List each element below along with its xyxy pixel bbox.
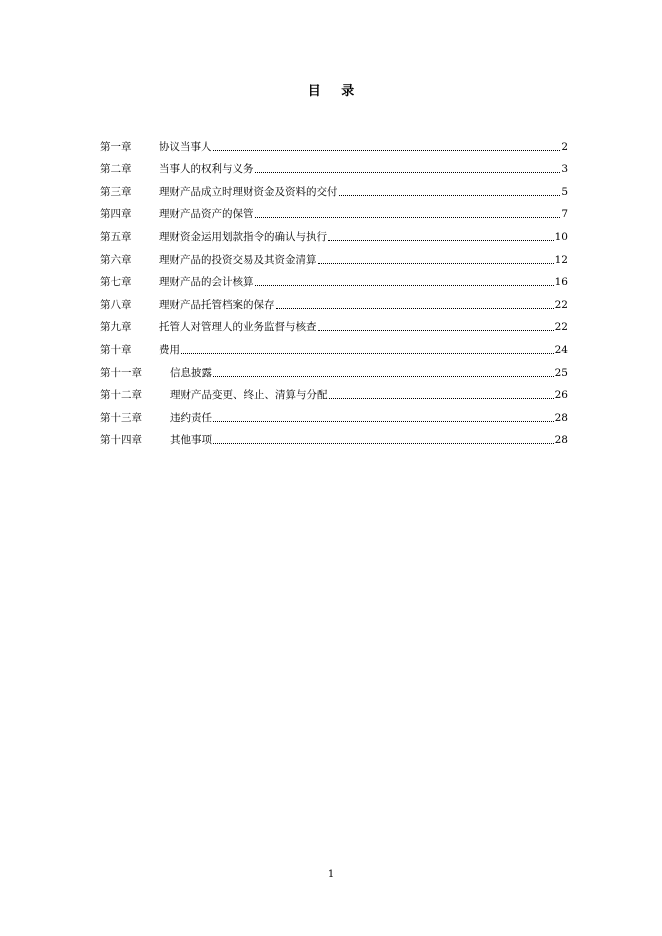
toc-entry[interactable]: [100, 357, 568, 380]
toc-entry[interactable]: [100, 199, 568, 222]
toc-title: 目 录: [307, 84, 363, 99]
toc-page-number: 16: [554, 276, 568, 289]
toc-chapter-label: 第一章: [100, 140, 132, 153]
toc-page-number: 26: [554, 389, 568, 402]
toc-entry[interactable]: [100, 176, 568, 199]
toc-entry-title: 理财产品资产的保管: [159, 208, 254, 221]
toc-entry[interactable]: [100, 380, 568, 403]
toc-dot-leader: [328, 240, 554, 241]
toc-entry[interactable]: [100, 154, 568, 177]
toc-entry[interactable]: [100, 221, 568, 244]
toc-dot-leader: [213, 150, 561, 151]
toc-dot-leader: [318, 330, 554, 331]
toc-entry-title: 当事人的权利与义务: [159, 163, 254, 176]
toc-dot-leader: [255, 217, 561, 218]
toc-page-number: 24: [554, 343, 568, 356]
toc-entry-title: 理财产品变更、终止、清算与分配: [170, 389, 328, 402]
toc-dot-leader: [255, 172, 561, 173]
toc-list: [100, 131, 568, 447]
toc-entry[interactable]: [100, 267, 568, 290]
toc-chapter-label: 第十三章: [100, 411, 142, 424]
toc-chapter-label: 第十一章: [100, 366, 142, 379]
toc-chapter-label: 第十二章: [100, 389, 142, 402]
toc-entry-title: 其他事项: [170, 434, 212, 447]
page-number: 1: [327, 869, 335, 880]
toc-dot-leader: [255, 285, 554, 286]
toc-page-number: 22: [554, 321, 568, 334]
toc-dot-leader: [213, 376, 554, 377]
toc-dot-leader: [213, 421, 554, 422]
toc-entry[interactable]: [100, 334, 568, 357]
toc-chapter-label: 第十四章: [100, 434, 142, 447]
toc-entry-title: 托管人对管理人的业务监督与核查: [159, 321, 317, 334]
toc-page-number: 10: [554, 230, 568, 243]
toc-page-number: 22: [554, 298, 568, 311]
toc-page-number: 5: [561, 185, 568, 198]
toc-chapter-label: 第三章: [100, 185, 132, 198]
toc-page-number: 3: [561, 163, 568, 176]
toc-entry-title: 理财产品托管档案的保存: [159, 298, 275, 311]
toc-page-number: 2: [561, 140, 568, 153]
toc-entry-title: 理财产品的会计核算: [159, 276, 254, 289]
toc-dot-leader: [318, 263, 554, 264]
toc-chapter-label: 第二章: [100, 163, 132, 176]
toc-entry[interactable]: [100, 131, 568, 154]
toc-chapter-label: 第八章: [100, 298, 132, 311]
toc-chapter-label: 第九章: [100, 321, 132, 334]
toc-entry-title: 信息披露: [170, 366, 212, 379]
toc-entry[interactable]: [100, 289, 568, 312]
toc-dot-leader: [181, 353, 554, 354]
toc-dot-leader: [329, 398, 554, 399]
toc-entry-title: 违约责任: [170, 411, 212, 424]
toc-entry[interactable]: [100, 244, 568, 267]
toc-chapter-label: 第六章: [100, 253, 132, 266]
toc-chapter-label: 第五章: [100, 230, 132, 243]
toc-entry-title: 协议当事人: [159, 140, 212, 153]
toc-entry-title: 理财资金运用划款指令的确认与执行: [159, 230, 327, 243]
toc-page-number: 28: [554, 434, 568, 447]
toc-dot-leader: [339, 195, 561, 196]
toc-page-number: 25: [554, 366, 568, 379]
toc-chapter-label: 第四章: [100, 208, 132, 221]
toc-entry[interactable]: [100, 312, 568, 335]
toc-page-number: 12: [554, 253, 568, 266]
toc-entry-title: 理财产品成立时理财资金及资料的交付: [159, 185, 338, 198]
toc-entry[interactable]: [100, 425, 568, 448]
toc-entry-title: 费用: [159, 343, 180, 356]
toc-page-number: 7: [561, 208, 568, 221]
toc-chapter-label: 第十章: [100, 343, 132, 356]
toc-dot-leader: [213, 443, 554, 444]
toc-chapter-label: 第七章: [100, 276, 132, 289]
toc-entry[interactable]: [100, 402, 568, 425]
toc-dot-leader: [276, 308, 554, 309]
toc-entry-title: 理财产品的投资交易及其资金清算: [159, 253, 317, 266]
toc-page-number: 28: [554, 411, 568, 424]
